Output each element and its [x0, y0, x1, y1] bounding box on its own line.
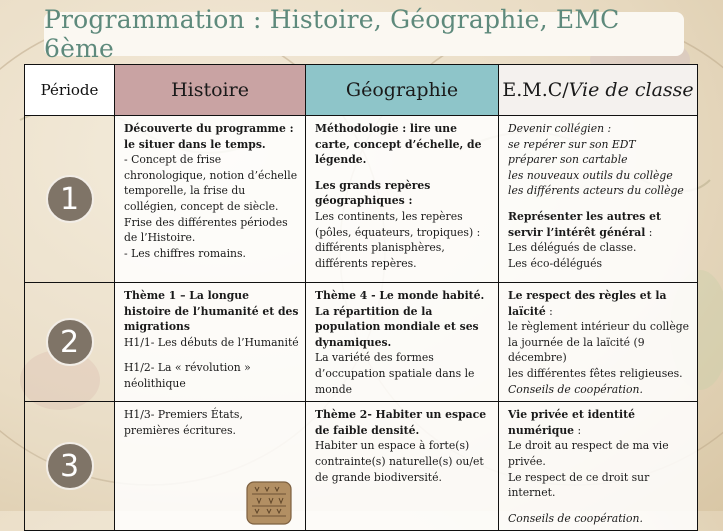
emc-line: se repérer sur son EDT: [508, 137, 636, 151]
clay-tablet-icon: [245, 480, 293, 526]
histoire-line: H1/2- La « révolution » néolithique: [124, 361, 251, 390]
emc-cell: [499, 402, 698, 531]
geographie-cell: [306, 402, 499, 531]
histoire-line: H1/3- Premiers États, premières écritures.: [124, 408, 243, 437]
emc-line: Conseils de coopération.: [508, 382, 643, 396]
geographie-cell: [306, 116, 499, 283]
histoire-line: Frise des différentes périodes de l’Histoire.: [124, 215, 288, 245]
emc-title: [508, 407, 691, 438]
emc-title-text: Le respect des règles et la laïcité: [508, 289, 667, 318]
emc-line: Le droit au respect de ma vie privée.: [508, 439, 669, 468]
geographie-title: Thème 4 - Le monde habité. La répartition de la population mondiale et ses dynamiques.: [315, 289, 485, 349]
geographie-cell: [306, 283, 499, 402]
histoire-line: - Concept de frise chronologique, notion d’échelle temporelle, la frise du collégien, concept de siècle.: [124, 153, 298, 213]
programmation-table: [24, 64, 698, 531]
histoire-line: H1/1- Les débuts de l’Humanité: [124, 335, 299, 349]
geographie-subtitle: Les grands repères géographiques :: [315, 178, 431, 208]
geographie-body: Les continents, les repères (pôles, équateurs, tropiques) : différents planisphères, différents repères.: [315, 209, 481, 270]
period-number-badge: 1: [46, 175, 94, 223]
period-number-badge: 3: [46, 442, 94, 490]
histoire-title: Thème 1 – La longue histoire de l’humanité et des migrations: [124, 289, 299, 334]
emc-line: le règlement intérieur du collège: [508, 320, 690, 334]
emc-title-tail: :: [545, 304, 553, 318]
emc-line: Les délégués de classe.: [508, 241, 637, 255]
table-row: [25, 402, 698, 531]
emc-line: la journée de la laïcité (9 décembre): [508, 335, 645, 365]
page-title: Programmation : Histoire, Géographie, EMC 6ème: [44, 12, 684, 56]
emc-line: Devenir collégien :: [508, 122, 612, 135]
emc-line: Le respect de ce droit sur internet.: [508, 470, 650, 500]
histoire-cell: [115, 283, 306, 402]
emc-title-text: Représenter les autres et servir l’intérêt général: [508, 209, 661, 239]
header-emc-label: E.M.C/: [502, 79, 569, 101]
period-cell: [25, 283, 115, 402]
emc-line: les différents acteurs du collège: [508, 184, 684, 198]
emc-title: [508, 288, 691, 319]
header-geographie: Géographie: [306, 65, 499, 116]
emc-line: Conseils de coopération.: [508, 511, 643, 525]
period-cell: [25, 402, 115, 531]
geographie-title: Méthodologie : lire une carte, concept d’échelle, de légende.: [315, 122, 482, 167]
histoire-cell: [115, 402, 306, 531]
emc-cell: [499, 283, 698, 402]
header-emc-italic: Vie de classe: [568, 79, 694, 101]
emc-title-tail: :: [645, 225, 653, 239]
period-number-badge: 2: [46, 318, 94, 366]
geographie-body: La variété des formes d’occupation spatiale dans le monde: [315, 351, 475, 396]
geographie-body: Habiter un espace à forte(s) contrainte(s) naturelle(s) ou/et de grande biodiversité.: [315, 439, 484, 484]
histoire-line: - Les chiffres romains.: [124, 246, 246, 260]
table-row: [25, 283, 698, 402]
emc-title-tail: :: [574, 423, 582, 437]
emc-line: les différentes fêtes religieuses.: [508, 366, 683, 380]
emc-line: les nouveaux outils du collège: [508, 168, 673, 182]
header-emc: [499, 65, 698, 116]
emc-title-text: Vie privée et identité numérique: [508, 408, 635, 437]
table-row: [25, 116, 698, 283]
histoire-cell: [115, 116, 306, 283]
period-cell: [25, 116, 115, 283]
header-periode: Période: [25, 65, 115, 116]
header-histoire: Histoire: [115, 65, 306, 116]
header-row: [25, 65, 698, 116]
histoire-title: Découverte du programme : le situer dans le temps.: [124, 122, 294, 151]
emc-line: préparer son cartable: [508, 153, 628, 167]
emc-line: Les éco-délégués: [508, 256, 603, 270]
geographie-title: Thème 2- Habiter un espace de faible densité.: [315, 408, 487, 437]
emc-title: [508, 209, 691, 240]
emc-cell: [499, 116, 698, 283]
